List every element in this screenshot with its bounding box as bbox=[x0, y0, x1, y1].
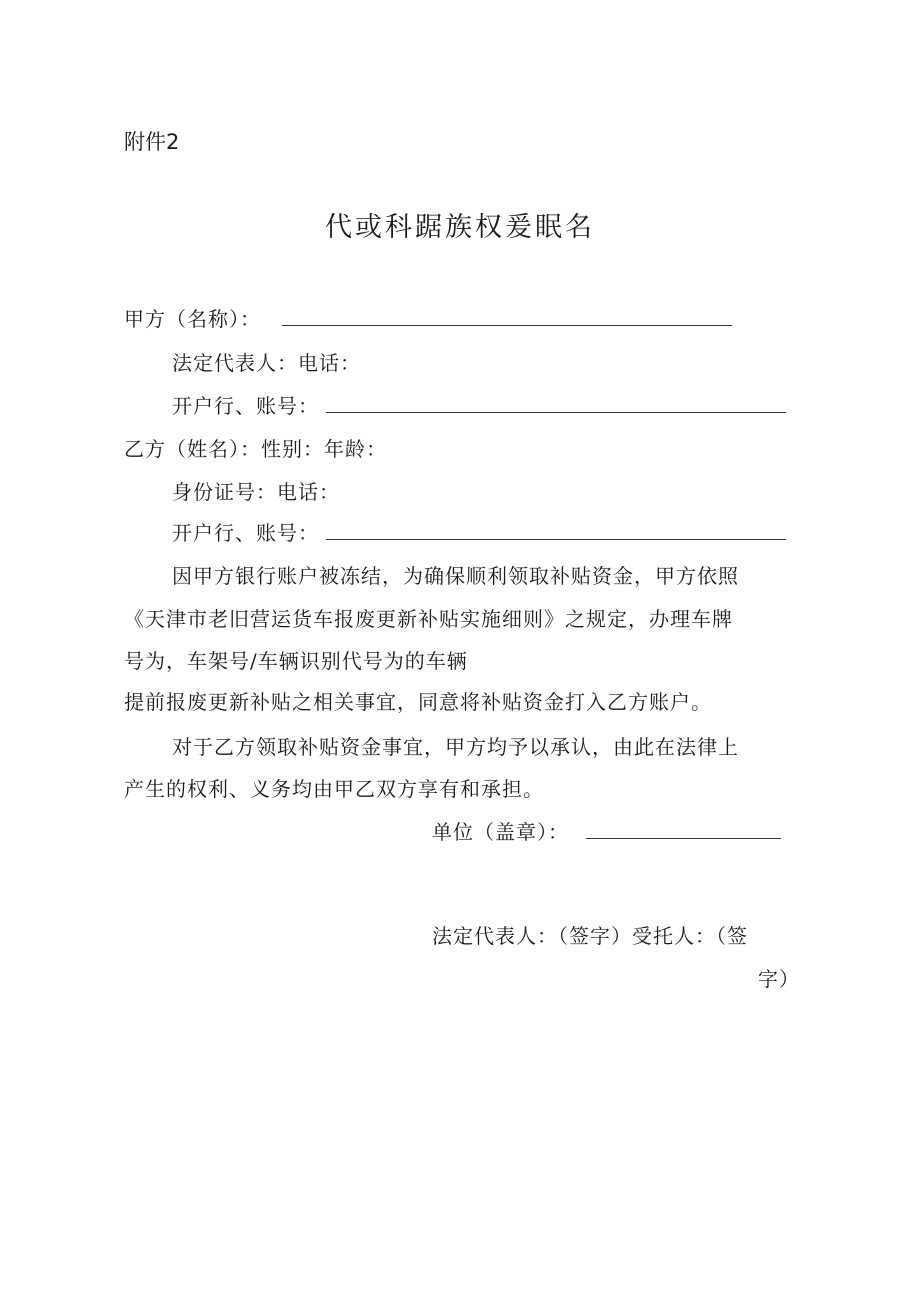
unit-seal-row bbox=[432, 818, 781, 846]
rep-agent-signature-line2: 字） bbox=[758, 967, 800, 991]
party-b-id-phone-label: 身份证号：电话： bbox=[172, 480, 340, 504]
body-para1-line3: 号为，车架号/车辆识别代号为的车辆 bbox=[124, 649, 468, 673]
party-a-rep-phone-row bbox=[172, 349, 361, 377]
party-b-bank-blank[interactable] bbox=[326, 521, 786, 540]
party-a-bank-label: 开户行、账号： bbox=[172, 394, 319, 418]
body-para1-line1: 因甲方银行账户被冻结，为确保顺利领取补贴资金，甲方依照 bbox=[172, 564, 739, 588]
party-a-name-row bbox=[124, 305, 732, 333]
party-b-bank-label: 开户行、账号： bbox=[172, 521, 319, 545]
party-a-name-label: 甲方（名称）： bbox=[124, 307, 261, 331]
party-a-bank-row bbox=[172, 392, 786, 420]
unit-seal-label: 单位（盖章）： bbox=[432, 820, 569, 844]
body-para1-line2: 《天津市老旧营运货车报废更新补贴实施细则》之规定，办理车牌 bbox=[124, 607, 733, 631]
attachment-label: 附件2 bbox=[124, 130, 180, 154]
party-b-id-phone-row bbox=[172, 478, 340, 506]
rep-agent-signature-line1: 法定代表人：（签字）受托人：（签 bbox=[432, 924, 748, 948]
body-para1-line4: 提前报废更新补贴之相关事宜，同意将补贴资金打入乙方账户。 bbox=[124, 690, 712, 714]
body-para2-line2: 产生的权利、义务均由甲乙双方享有和承担。 bbox=[124, 777, 544, 801]
body-para2-line1: 对于乙方领取补贴资金事宜，甲方均予以承认，由此在法律上 bbox=[172, 735, 739, 759]
party-a-rep-phone-label: 法定代表人：电话： bbox=[172, 351, 361, 375]
party-b-name-gender-age-label: 乙方（姓名）：性别：年龄： bbox=[124, 437, 387, 461]
party-a-name-blank[interactable] bbox=[282, 307, 732, 326]
unit-seal-blank[interactable] bbox=[586, 820, 781, 839]
document-title: 代或科踞族权爰眠名 bbox=[325, 212, 595, 243]
party-b-bank-row bbox=[172, 519, 786, 547]
party-b-name-row bbox=[124, 435, 387, 463]
party-a-bank-blank[interactable] bbox=[326, 394, 786, 413]
